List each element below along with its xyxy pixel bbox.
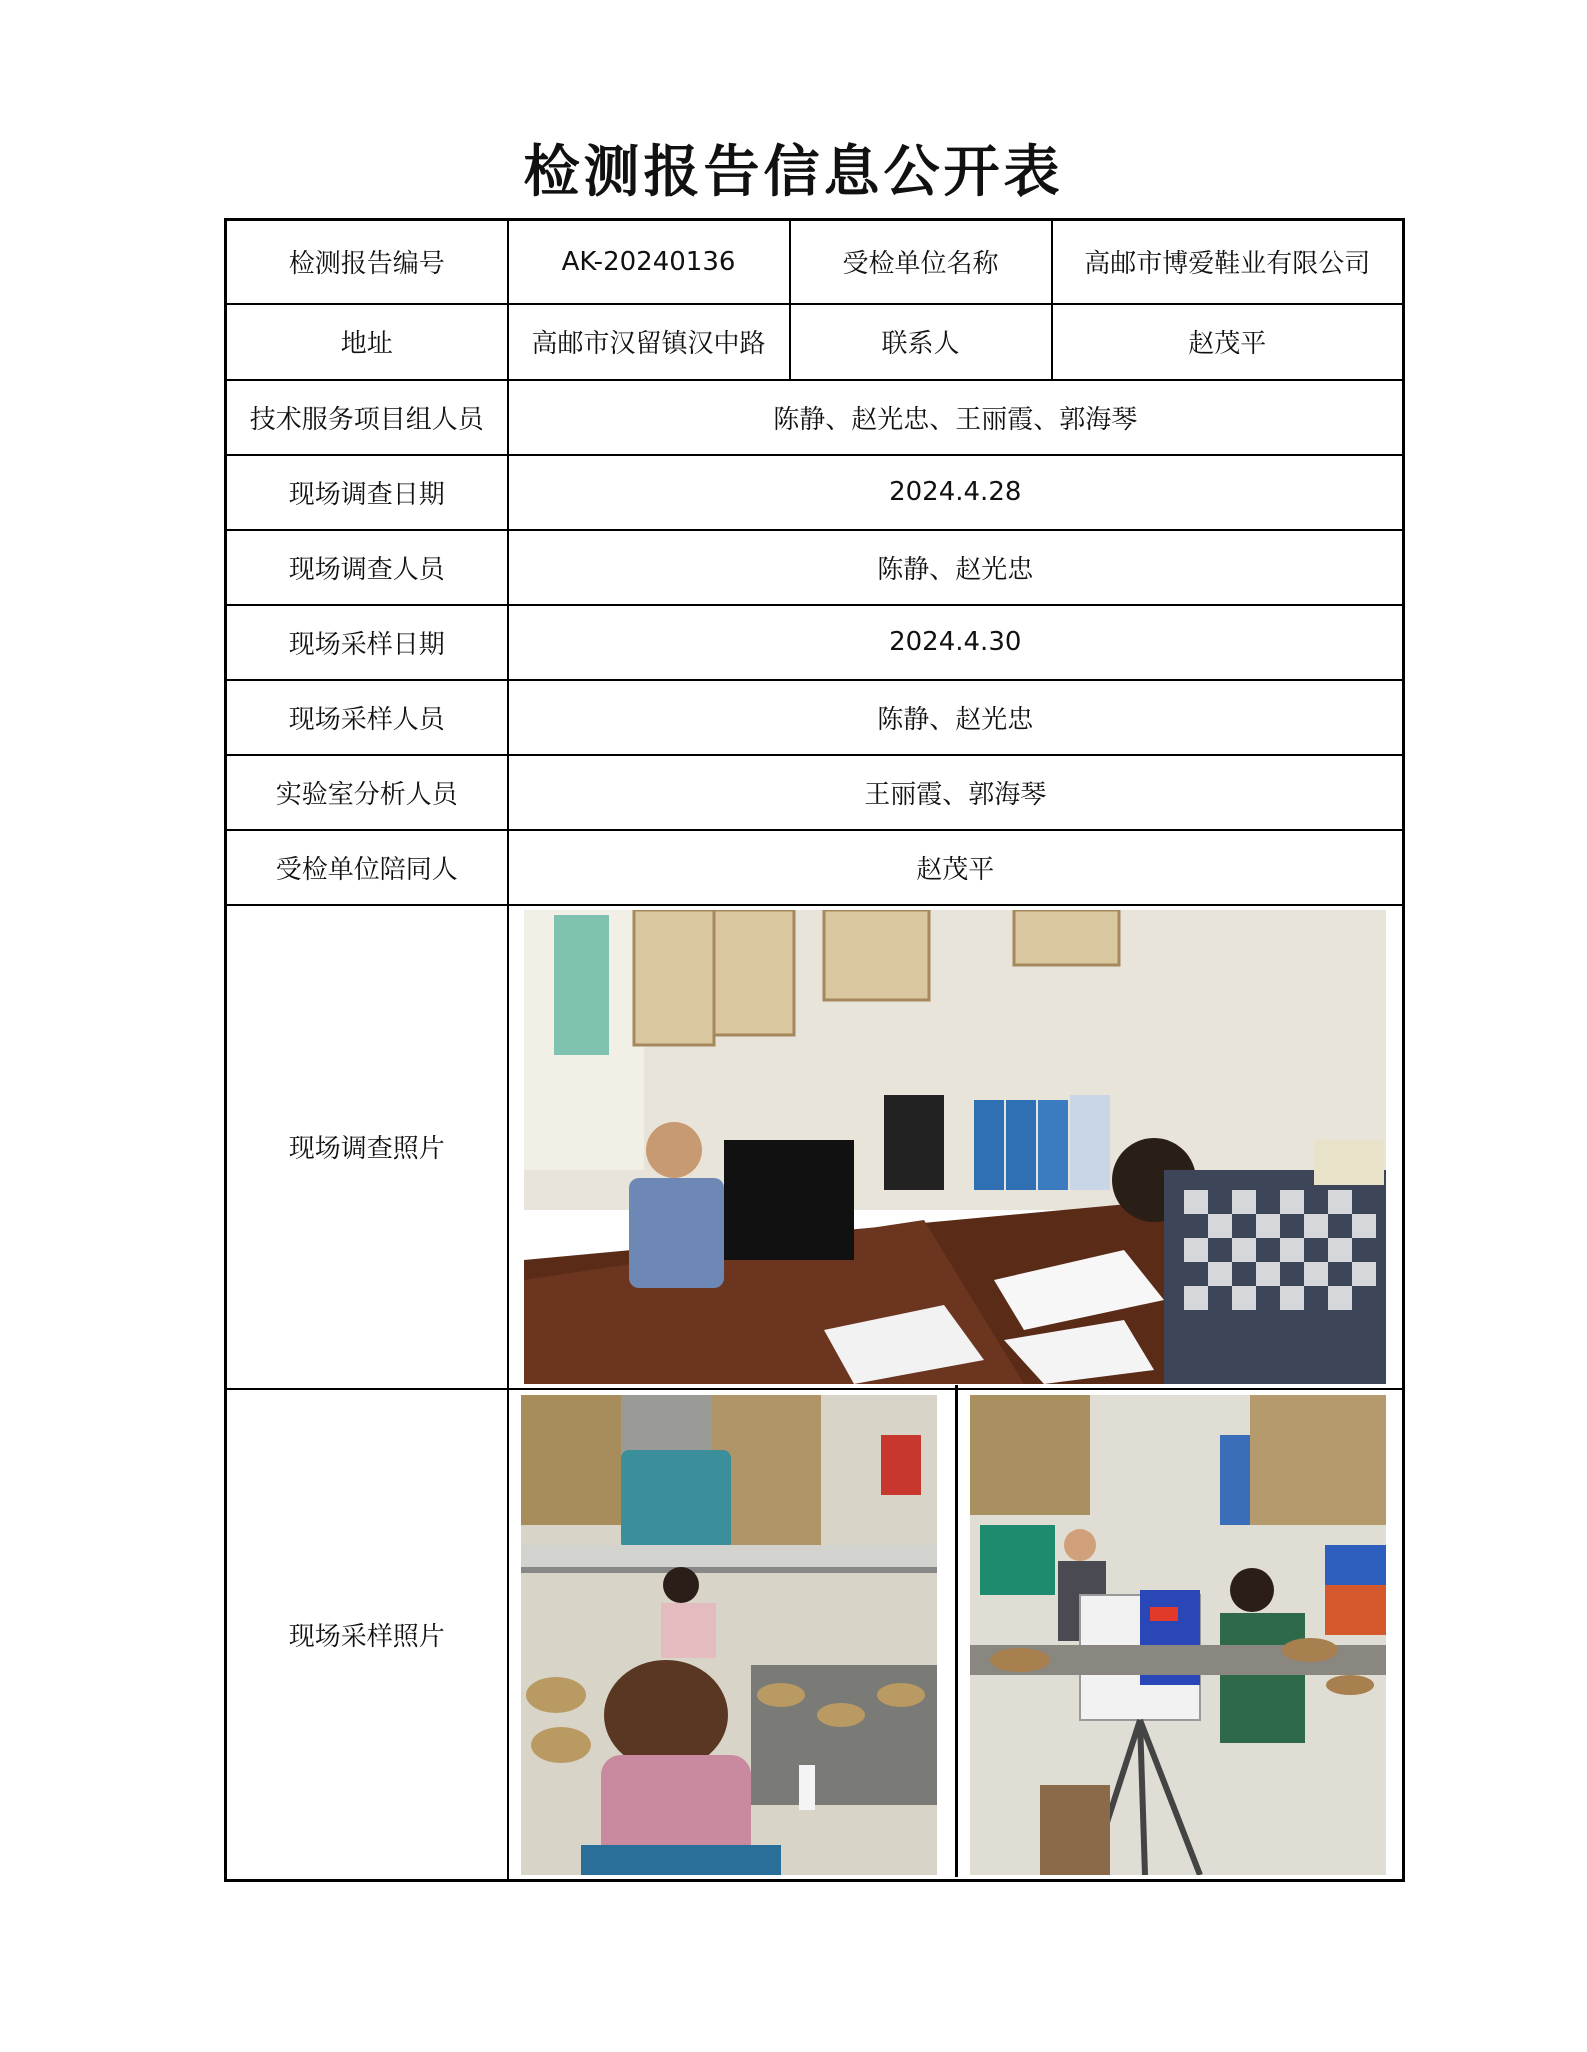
unit-value: 高邮市博爱鞋业有限公司 bbox=[1052, 220, 1404, 304]
table-row bbox=[226, 304, 1404, 380]
row-value: 2024.4.30 bbox=[508, 605, 1404, 680]
sampling-photo-right-image bbox=[970, 1395, 1386, 1875]
table-row bbox=[226, 455, 1404, 530]
row-value: 陈静、赵光忠 bbox=[508, 680, 1404, 755]
row-value: 2024.4.28 bbox=[508, 455, 1404, 530]
table-row bbox=[226, 605, 1404, 680]
contact-label: 联系人 bbox=[790, 304, 1052, 380]
table-row bbox=[226, 830, 1404, 905]
address-label: 地址 bbox=[226, 304, 508, 380]
table-row bbox=[226, 680, 1404, 755]
sampling-photos bbox=[509, 1391, 1403, 1877]
survey-photo-image bbox=[524, 910, 1386, 1384]
unit-label: 受检单位名称 bbox=[790, 220, 1052, 304]
survey-photo-label: 现场调查照片 bbox=[226, 905, 508, 1389]
row-label: 实验室分析人员 bbox=[226, 755, 508, 830]
row-label: 现场采样日期 bbox=[226, 605, 508, 680]
table-row bbox=[226, 220, 1404, 304]
row-value: 王丽霞、郭海琴 bbox=[508, 755, 1404, 830]
sampling-photo-cell bbox=[508, 1389, 1404, 1881]
survey-photo-cell bbox=[508, 905, 1404, 1389]
table-row bbox=[226, 755, 1404, 830]
report-no-value: AK-20240136 bbox=[508, 220, 790, 304]
row-label: 现场采样人员 bbox=[226, 680, 508, 755]
survey-photo bbox=[524, 910, 1386, 1384]
row-label: 现场调查日期 bbox=[226, 455, 508, 530]
sampling-photo-left bbox=[521, 1395, 937, 1875]
report-table bbox=[224, 218, 1405, 1882]
table-row bbox=[226, 1389, 1404, 1881]
row-label: 现场调查人员 bbox=[226, 530, 508, 605]
contact-value: 赵茂平 bbox=[1052, 304, 1404, 380]
row-value: 赵茂平 bbox=[508, 830, 1404, 905]
report-no-label: 检测报告编号 bbox=[226, 220, 508, 304]
sampling-photo-label: 现场采样照片 bbox=[226, 1389, 508, 1881]
row-label: 技术服务项目组人员 bbox=[226, 380, 508, 455]
row-value: 陈静、赵光忠 bbox=[508, 530, 1404, 605]
row-value: 陈静、赵光忠、王丽霞、郭海琴 bbox=[508, 380, 1404, 455]
page-title: 检测报告信息公开表 bbox=[523, 140, 1064, 205]
sampling-photo-right bbox=[970, 1395, 1386, 1875]
table-row bbox=[226, 380, 1404, 455]
address-value: 高邮市汉留镇汉中路 bbox=[508, 304, 790, 380]
row-label: 受检单位陪同人 bbox=[226, 830, 508, 905]
sampling-photo-left-image bbox=[521, 1395, 937, 1875]
table-row bbox=[226, 905, 1404, 1389]
table-row bbox=[226, 530, 1404, 605]
photo-divider bbox=[955, 1385, 958, 1877]
